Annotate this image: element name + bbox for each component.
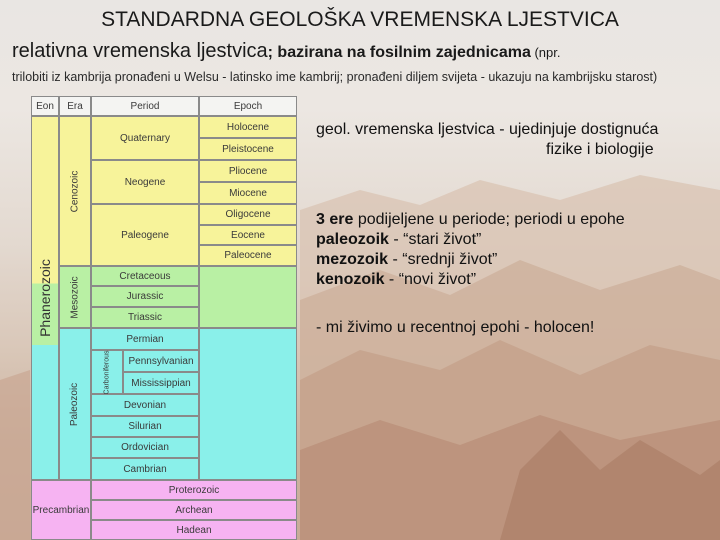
epoch-pleistocene: Pleistocene: [199, 138, 297, 160]
period-hadean: Hadean: [91, 520, 297, 540]
slide-note: trilobiti iz kambrija pronađeni u Welsu - latinsko ime kambrij; pronađeni diljem svijeta - ukazuju na kambrijsku starost): [12, 70, 658, 84]
period-cretaceous: Cretaceous: [91, 266, 199, 286]
period-triassic: Triassic: [91, 307, 199, 328]
paleozoik-text: - “stari život”: [388, 231, 482, 248]
period-carboniferous: [91, 350, 123, 394]
period-paleogene: Paleogene: [91, 204, 199, 266]
subtitle-main: relativna vremenska ljestvica: [12, 40, 268, 62]
epoch-paleozoic-blank: [199, 328, 297, 480]
subtitle-tail: (npr.: [530, 45, 561, 60]
mezozoik-line: [316, 250, 706, 270]
right-line-1: geol. vremenska ljestvica - ujedinjuje dostignuća: [316, 121, 659, 138]
period-carboniferous-label: Carboniferous: [103, 350, 111, 394]
geologic-time-table: [31, 96, 297, 540]
period-pennsylvanian: Pennsylvanian: [123, 350, 199, 372]
era-mesozoic-label: Mesozoic: [69, 275, 81, 319]
header-era: Era: [59, 96, 91, 116]
period-archean: Archean: [91, 500, 297, 520]
mezozoik-text: - “srednji život”: [388, 251, 498, 268]
kenozoik-line: [316, 270, 706, 290]
slide-title: STANDARDNA GEOLOŠKA VREMENSKA LJESTVICA: [101, 8, 619, 31]
mezozoik-bold: mezozoik: [316, 251, 389, 268]
period-quaternary: Quaternary: [91, 116, 199, 160]
era-paleozoic-label: Paleozoic: [69, 382, 81, 426]
epoch-eocene: Eocene: [199, 225, 297, 245]
eon-phanerozoic-label: Phanerozoic: [37, 259, 54, 337]
kenozoik-text: - “novi život”: [384, 271, 477, 288]
subtitle-mid: ; bazirana na fosilnim zajednicama: [267, 44, 531, 61]
paleozoik-bold: paleozoik: [316, 231, 389, 248]
right-text-block-2: [316, 210, 706, 290]
period-ordovician: Ordovician: [91, 437, 199, 458]
header-eon: Eon: [31, 96, 59, 116]
header-epoch: Epoch: [199, 96, 297, 116]
eras-bold: 3 ere: [316, 211, 354, 228]
eon-precambrian: Precambrian: [31, 480, 91, 540]
right-line-2: fizike i biologije: [546, 141, 654, 158]
right-text-block-1: [316, 120, 706, 160]
header-period: Period: [91, 96, 199, 116]
period-permian: Permian: [91, 328, 199, 350]
kenozoik-bold: kenozoik: [316, 271, 385, 288]
era-cenozoic: [59, 116, 91, 266]
period-neogene: Neogene: [91, 160, 199, 204]
period-jurassic: Jurassic: [91, 286, 199, 307]
period-cambrian: Cambrian: [91, 458, 199, 480]
epoch-holocene: Holocene: [199, 116, 297, 138]
right-final-line: - mi živimo u recentnoj epohi - holocen!: [316, 319, 595, 336]
slide-subtitle: [12, 40, 712, 63]
paleozoik-line: [316, 230, 706, 250]
period-proterozoic: Proterozoic: [91, 480, 297, 500]
eon-phanerozoic: [31, 116, 59, 480]
epoch-mesozoic-blank: [199, 266, 297, 328]
epoch-miocene: Miocene: [199, 182, 297, 204]
eras-text: podijeljene u periode; periodi u epohe: [353, 211, 625, 228]
epoch-paleocene: Paleocene: [199, 245, 297, 266]
era-mesozoic: [59, 266, 91, 328]
period-mississippian: Mississippian: [123, 372, 199, 394]
period-silurian: Silurian: [91, 416, 199, 437]
period-devonian: Devonian: [91, 394, 199, 416]
era-paleozoic: [59, 328, 91, 480]
era-cenozoic-label: Cenozoic: [69, 170, 81, 212]
eras-line: [316, 210, 706, 230]
epoch-oligocene: Oligocene: [199, 204, 297, 225]
epoch-pliocene: Pliocene: [199, 160, 297, 182]
